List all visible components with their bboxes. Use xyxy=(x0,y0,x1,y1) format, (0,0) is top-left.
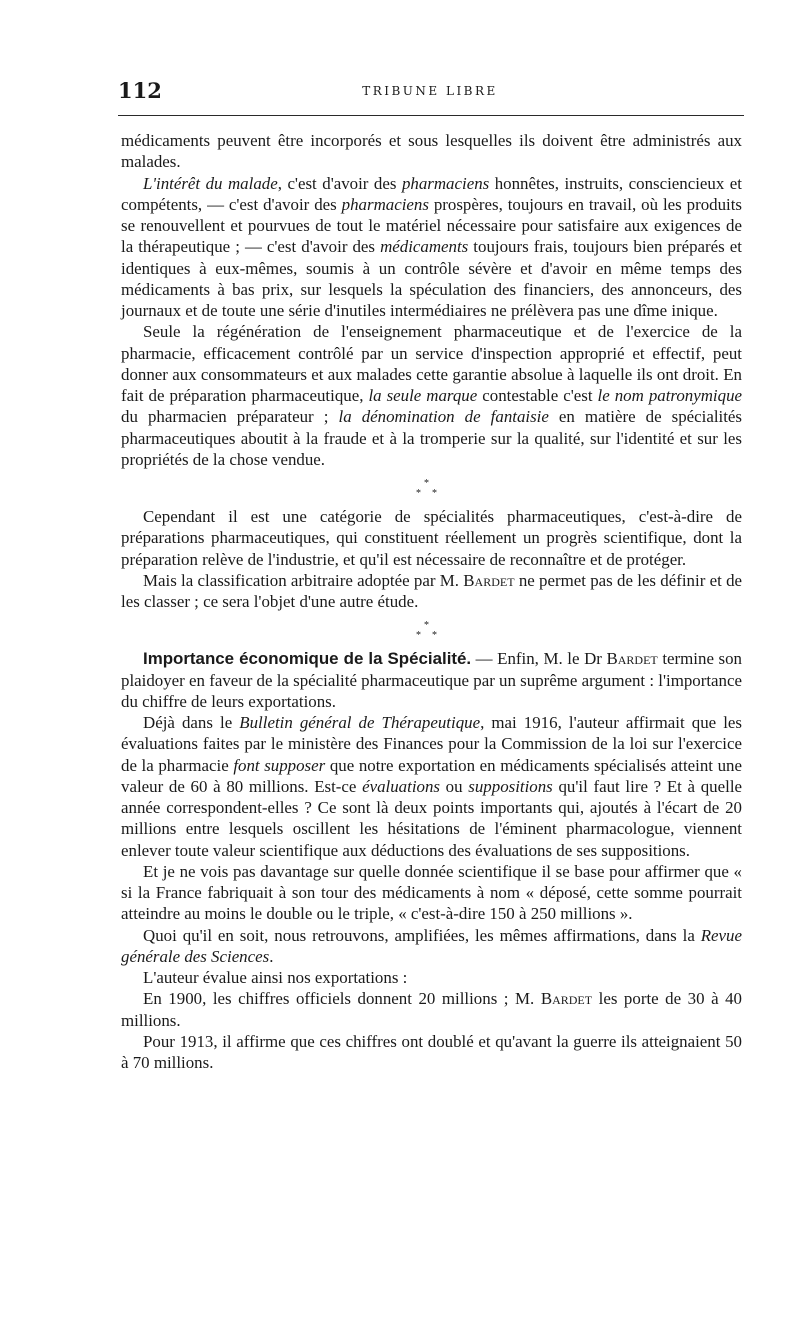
text-run: qu'il faut lire ? Et à quelle année correspondent-elles ? Ce sont là deux points importants qui, ajoutés à l'écart de 20 millions entre lesquels oscillent les hésitations de l'éminent pharmacologue, viennent enlever toute valeur scientifique aux déductions des évaluations de ses suppositions. xyxy=(121,776,743,860)
page-header xyxy=(118,78,742,106)
text-run: ne permet pas de les définir et de les classer ; ce sera l'objet d'une autre étude. xyxy=(121,570,743,611)
text-run: les porte de 30 à 40 millions. xyxy=(121,989,742,1030)
paragraph xyxy=(121,173,742,322)
text-run: . xyxy=(269,946,274,966)
italic-run: évaluations xyxy=(362,776,440,796)
paragraph xyxy=(121,967,742,988)
text-run: ou xyxy=(439,776,469,796)
paragraph xyxy=(121,130,742,173)
page-number: 112 xyxy=(118,78,162,103)
text-run: en matière de spécialités pharmaceutiques aboutit à la fraude et à la tromperie sur la qualité, sur l'identité et sur les propriétés de la chose vendue. xyxy=(121,407,742,469)
text-run: contestable c'est xyxy=(477,386,598,405)
paragraph xyxy=(121,570,742,613)
author-name: Bardet xyxy=(463,570,515,590)
running-title: TRIBUNE LIBRE xyxy=(362,84,498,98)
asterisk: * xyxy=(416,630,421,642)
text-run: , c'est d'avoir des xyxy=(277,173,402,193)
section-heading: Importance économique de la Spécialité. xyxy=(143,649,472,669)
paragraph xyxy=(121,1031,742,1074)
asterism-separator xyxy=(121,612,742,648)
text-run: que notre exportation en médicaments spécialisés atteint une valeur de 60 à 80 millions. Est-ce xyxy=(121,755,742,796)
asterisk: * xyxy=(432,630,437,642)
text-run: médicaments peuvent être incorporés et sous lesquelles ils doivent être administrés aux malades. xyxy=(121,131,742,172)
text-run: L'auteur évalue ainsi nos exportations : xyxy=(143,968,408,987)
text-run: En 1900, les chiffres officiels donnent 20 millions ; M. xyxy=(143,989,541,1009)
italic-run: médicaments xyxy=(380,237,469,257)
asterisk: * xyxy=(432,488,437,499)
italic-run: suppositions xyxy=(468,776,553,796)
text-run: — Enfin, M. le Dr xyxy=(471,649,607,669)
italic-run: le nom patronymique xyxy=(597,386,743,405)
text-run: Pour 1913, il affirme que ces chiffres ont doublé et qu'avant la guerre ils atteignaient 50 à 70 millions. xyxy=(121,1031,742,1072)
text-run: termine son plaidoyer en faveur de la spécialité pharmaceutique par un suprême argument : l'importance du chiffre de leurs exportations. xyxy=(121,649,742,711)
text-run: du pharmacien préparateur ; xyxy=(121,407,339,427)
italic-run: pharmaciens xyxy=(341,194,429,214)
author-name: Bardet xyxy=(540,989,593,1009)
paragraph xyxy=(121,712,742,861)
text-run: honnêtes, instruits, consciencieux et compétents, — c'est d'avoir des xyxy=(121,173,742,214)
paragraph xyxy=(121,321,742,470)
author-name: Bardet xyxy=(606,649,658,669)
text-run: Et je ne vois pas davantage sur quelle donnée scientifique il se base pour affirmer que « si la France fabriquait à son tour des médicaments à nom « déposé, cette somme pourrait atteindre au moins le double ou le triple, « c'est-à-dire 150 à 250 millions ». xyxy=(121,861,742,924)
paragraph xyxy=(121,988,742,1031)
paragraph xyxy=(121,925,742,968)
text-run: Quoi qu'il en soit, nous retrouvons, amplifiées, les mêmes affirmations, dans la xyxy=(143,925,701,945)
italic-run: font supposer xyxy=(233,755,326,775)
asterisk: * xyxy=(424,620,429,632)
paragraph xyxy=(121,648,742,712)
italic-run: L'intérêt du malade xyxy=(143,173,278,193)
header-rule xyxy=(118,115,744,116)
text-run: toujours frais, toujours bien préparés et identiques à eux-mêmes, soumis à un contrôle sévère et d'avoir en même temps des médicaments à bas prix, sur lesquels la spéculation des financiers, des annonceurs, des journaux et de toute une série d'inutiles intermédiaires ne prélèvera pas une dîme inique. xyxy=(121,237,742,320)
italic-run: Revue générale des Sciences xyxy=(121,925,742,966)
asterisk: * xyxy=(424,478,429,489)
body-text xyxy=(121,130,742,1073)
italic-run: la seule marque xyxy=(368,386,478,405)
italic-run: pharmaciens xyxy=(401,173,490,193)
text-run: Cependant il est une catégorie de spécialités pharmaceutiques, c'est-à-dire de préparations pharmaceutiques, qui constituent réellement un progrès scientifique, dont la préparation relève de l'industrie, et qu'il est nécessaire de reconnaître et de protéger. xyxy=(121,507,742,569)
text-run: , mai 1916, l'auteur affirmait que les évaluations faites par le ministère des Finances pour la Commission de la loi sur l'exercice de la pharmacie xyxy=(121,713,742,775)
text-run: Seule la régénération de l'enseignement pharmaceutique et de l'exercice de la pharmacie, efficacement contrôlé par un service d'inspection approprié et effectif, peut donner aux consommateurs et aux malades cette garantie absolue à laquelle ils ont droit. En fait de préparation pharmaceutique, xyxy=(121,322,742,405)
text-run: Déjà dans le xyxy=(143,713,240,732)
italic-run: Bulletin général de Thérapeutique xyxy=(239,713,481,732)
asterism-separator xyxy=(121,470,742,506)
italic-run: la dénomination de fantaisie xyxy=(338,407,549,427)
paragraph xyxy=(121,506,742,570)
asterisk: * xyxy=(416,488,421,499)
text-run: Mais la classification arbitraire adoptée par M. xyxy=(143,570,464,590)
paragraph xyxy=(121,861,742,925)
text-run: prospères, toujours en travail, où les produits se renouvellent et pourvues de tout le matériel nécessaire pour satisfaire aux exigences de la thérapeutique ; — c'est d'avoir des xyxy=(121,194,742,257)
